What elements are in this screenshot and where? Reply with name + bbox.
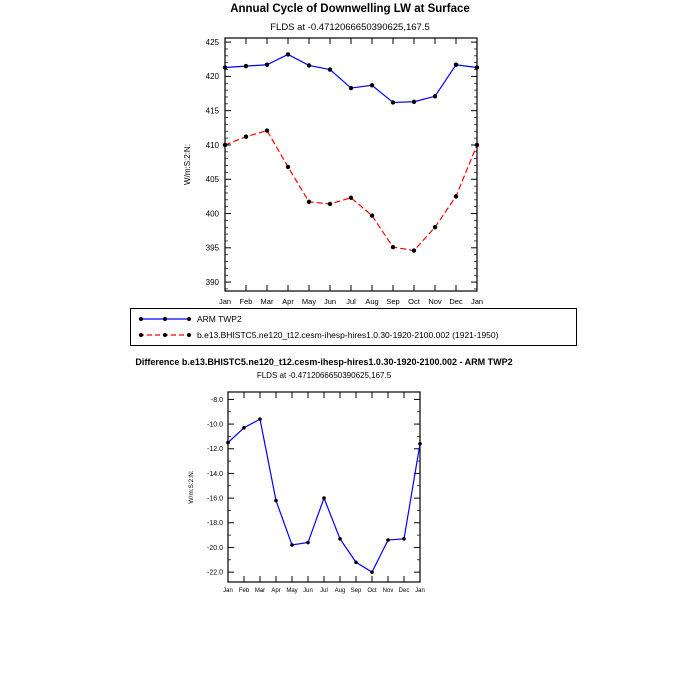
data-point-marker <box>307 200 311 204</box>
y-tick-label: 420 <box>205 72 219 82</box>
x-tick-label: Sep <box>350 588 362 594</box>
x-tick-label: Oct <box>367 588 377 594</box>
x-tick-label: Jan <box>218 297 232 306</box>
y-axis-label: W/m:S:2:N: <box>183 144 192 185</box>
y-tick-label: 415 <box>205 106 219 116</box>
data-point-marker <box>306 541 310 545</box>
y-tick-label: -10.0 <box>207 421 223 429</box>
x-tick-label: Dec <box>398 588 410 594</box>
x-tick-label: May <box>286 588 298 594</box>
series-line-0 <box>228 419 420 572</box>
x-tick-label: Mar <box>260 297 274 306</box>
x-tick-label: Jan <box>223 588 233 594</box>
y-tick-label: -12.0 <box>207 446 223 454</box>
data-point-marker <box>307 63 311 67</box>
difference-chart <box>160 385 460 600</box>
y-tick-label: -14.0 <box>207 470 223 478</box>
x-tick-label: Dec <box>449 297 463 306</box>
data-point-marker <box>370 570 374 574</box>
series-line-1 <box>225 131 477 251</box>
data-point-marker <box>328 67 332 71</box>
legend-entry-obs <box>137 314 570 324</box>
legend-line-sample-model-icon <box>137 330 193 340</box>
y-tick-label: 390 <box>205 277 219 287</box>
data-point-marker <box>226 441 230 445</box>
data-point-marker <box>338 537 342 541</box>
x-tick-label: Apr <box>282 297 294 306</box>
data-point-marker <box>328 202 332 206</box>
data-point-marker <box>454 194 458 198</box>
x-tick-label: Jun <box>323 297 337 306</box>
x-tick-label: Sep <box>386 297 400 306</box>
y-tick-label: 400 <box>205 209 219 219</box>
y-tick-label: 405 <box>205 175 219 185</box>
data-point-marker <box>290 543 294 547</box>
legend <box>130 308 577 346</box>
x-tick-label: Jan <box>415 588 425 594</box>
data-point-marker <box>475 65 479 69</box>
x-tick-label: Jul <box>346 297 356 306</box>
data-point-marker <box>349 196 353 200</box>
data-point-marker <box>418 442 422 446</box>
legend-label-obs: ARM TWP2 <box>197 314 242 324</box>
x-tick-label: Nov <box>428 297 442 306</box>
data-point-marker <box>265 128 269 132</box>
legend-line-sample-obs-icon <box>137 314 193 324</box>
y-tick-label: -22.0 <box>207 569 223 577</box>
chart1-subtitle: FLDS at -0.4712066650390625,167.5 <box>270 22 430 33</box>
data-point-marker <box>412 100 416 104</box>
data-point-marker <box>349 86 353 90</box>
x-tick-label: May <box>301 297 317 306</box>
data-point-marker <box>370 83 374 87</box>
data-point-marker <box>274 499 278 503</box>
data-point-marker <box>244 64 248 68</box>
data-point-marker <box>386 538 390 542</box>
y-tick-label: 395 <box>205 243 219 253</box>
x-tick-label: Jul <box>320 588 328 594</box>
x-tick-label: Aug <box>334 588 346 594</box>
data-point-marker <box>223 143 227 147</box>
data-point-marker <box>433 225 437 229</box>
chart1-title: Annual Cycle of Downwelling LW at Surface <box>230 3 470 15</box>
data-point-marker <box>286 165 290 169</box>
x-tick-label: Feb <box>238 588 250 594</box>
y-axis-label: W/m:S:2:N: <box>188 470 195 504</box>
data-point-marker <box>391 100 395 104</box>
data-point-marker <box>286 52 290 56</box>
data-point-marker <box>265 63 269 67</box>
data-point-marker <box>475 143 479 147</box>
data-point-marker <box>242 426 246 430</box>
x-tick-label: Jan <box>470 297 484 306</box>
plot-border <box>225 38 477 291</box>
legend-entry-model <box>137 330 570 340</box>
x-tick-label: Apr <box>271 588 281 594</box>
data-point-marker <box>244 135 248 139</box>
x-tick-label: Oct <box>408 297 420 306</box>
data-point-marker <box>433 94 437 98</box>
data-point-marker <box>454 63 458 67</box>
data-point-marker <box>223 65 227 69</box>
data-point-marker <box>391 245 395 249</box>
y-tick-label: -18.0 <box>207 520 223 528</box>
y-tick-label: -16.0 <box>207 495 223 503</box>
data-point-marker <box>370 213 374 217</box>
y-tick-label: -8.0 <box>210 396 223 404</box>
x-tick-label: Nov <box>382 588 394 594</box>
x-tick-label: Feb <box>239 297 253 306</box>
x-tick-label: Aug <box>365 297 379 306</box>
data-point-marker <box>354 560 358 564</box>
annual-cycle-chart <box>150 33 520 311</box>
y-tick-label: 410 <box>205 140 219 150</box>
data-point-marker <box>322 496 326 500</box>
x-tick-label: Jun <box>303 588 313 594</box>
data-point-marker <box>258 417 262 421</box>
data-point-marker <box>402 537 406 541</box>
data-point-marker <box>412 248 416 252</box>
y-tick-label: -20.0 <box>207 544 223 552</box>
chart2-title: Difference b.e13.BHISTC5.ne120_t12.cesm-ihesp-hires1.0.30-1920-2100.002 - ARM TWP2 <box>135 357 513 367</box>
series-line-0 <box>225 54 477 102</box>
x-tick-label: Mar <box>254 588 266 594</box>
legend-label-model: b.e13.BHISTC5.ne120_t12.cesm-ihesp-hires1.0.30-1920-2100.002 (1921-1950) <box>197 330 499 340</box>
chart2-subtitle: FLDS at -0.4712066650390625,167.5 <box>256 371 392 380</box>
y-tick-label: 425 <box>205 37 219 47</box>
